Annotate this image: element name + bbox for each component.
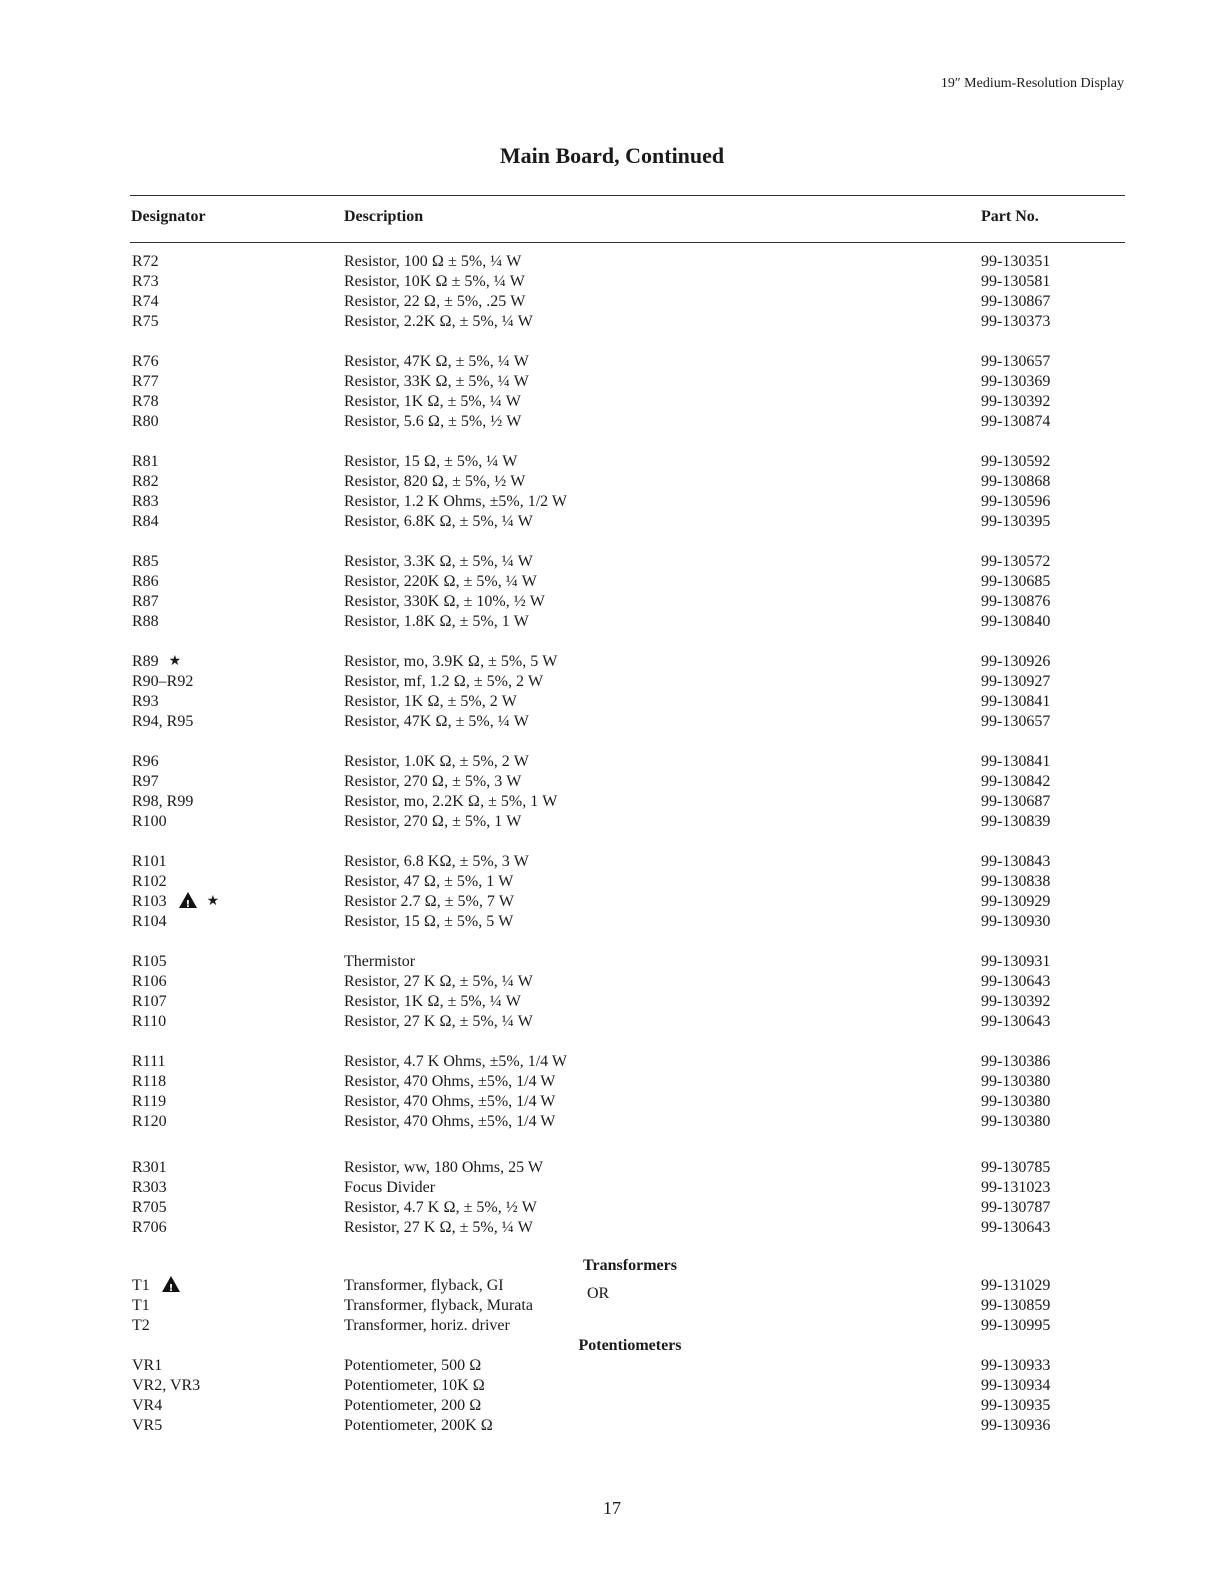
description-cell: Resistor, 100 Ω ± 5%, ¼ W <box>344 253 522 270</box>
part-number-cell: 99-130380 <box>981 1073 1051 1090</box>
designator-text: R74 <box>132 293 159 310</box>
part-number-cell: 99-130572 <box>981 553 1051 570</box>
designator-cell <box>132 512 159 532</box>
part-number-cell: 99-130876 <box>981 593 1051 610</box>
designator-cell <box>132 452 159 472</box>
designator-text: R120 <box>132 1113 167 1130</box>
row-group <box>0 652 1224 732</box>
designator-cell <box>132 1012 166 1032</box>
description-cell: Resistor, mo, 3.9K Ω, ± 5%, 5 W <box>344 653 558 670</box>
designator-text: R98, R99 <box>132 793 194 810</box>
designator-cell <box>132 1276 180 1296</box>
table-row <box>0 1218 1224 1238</box>
page-number: 17 <box>603 1498 621 1518</box>
designator-text: R100 <box>132 813 167 830</box>
description-cell: Resistor, 470 Ohms, ±5%, 1/4 W <box>344 1093 556 1110</box>
part-number-cell: 99-130581 <box>981 273 1051 290</box>
designator-cell <box>132 1416 162 1436</box>
table-row <box>0 492 1224 512</box>
description-cell: Resistor, 47K Ω, ± 5%, ¼ W <box>344 353 529 370</box>
potentiometer-rows <box>0 1356 1224 1436</box>
table-row <box>0 1316 1224 1336</box>
designator-text: R119 <box>132 1093 167 1110</box>
table-row <box>0 792 1224 812</box>
section-heading-transformers <box>583 1256 677 1276</box>
table-row <box>0 512 1224 532</box>
designator-cell <box>132 1296 150 1316</box>
description-cell: Resistor, 4.7 K Ohms, ±5%, 1/4 W <box>344 1053 567 1070</box>
description-cell: Resistor, 1.2 K Ohms, ±5%, 1/2 W <box>344 493 567 510</box>
part-number-cell: 99-130395 <box>981 513 1051 530</box>
table-row <box>0 892 1224 912</box>
part-number-cell: 99-130843 <box>981 853 1051 870</box>
designator-text: T1 <box>132 1297 150 1314</box>
designator-text: R93 <box>132 693 159 710</box>
description-cell: Resistor, 33K Ω, ± 5%, ¼ W <box>344 373 529 390</box>
designator-text: R101 <box>132 853 167 870</box>
table-row <box>0 592 1224 612</box>
part-number-cell: 99-130392 <box>981 993 1051 1010</box>
column-header-designator: Designator <box>131 208 206 225</box>
table-row <box>0 1012 1224 1032</box>
designator-text: R107 <box>132 993 167 1010</box>
part-number-cell: 99-130643 <box>981 1013 1051 1030</box>
part-number-cell: 99-130785 <box>981 1159 1051 1176</box>
table-row <box>0 1416 1224 1436</box>
designator-cell <box>132 592 159 612</box>
running-head: 19″ Medium-Resolution Display <box>940 76 1124 91</box>
designator-text: R94, R95 <box>132 713 194 730</box>
section-heading-text: Potentiometers <box>578 1337 682 1354</box>
table-row <box>0 992 1224 1012</box>
description-cell: Resistor, 6.8 KΩ, ± 5%, 3 W <box>344 853 529 870</box>
designator-text: R96 <box>132 753 159 770</box>
description-cell: Transformer, flyback, Murata <box>344 1297 533 1314</box>
designator-text: VR4 <box>132 1397 163 1414</box>
designator-text: R83 <box>132 493 159 510</box>
table-row <box>0 852 1224 872</box>
part-number-cell: 99-130351 <box>981 253 1051 270</box>
designator-cell <box>132 412 159 432</box>
description-cell: Resistor, mo, 2.2K Ω, ± 5%, 1 W <box>344 793 558 810</box>
table-row <box>0 1396 1224 1416</box>
designator-text: R78 <box>132 393 159 410</box>
description-cell: Resistor, 22 Ω, ± 5%, .25 W <box>344 293 526 310</box>
table-row <box>0 912 1224 932</box>
designator-text: R706 <box>132 1219 167 1236</box>
warning-triangle-icon <box>179 892 197 908</box>
designator-text: R84 <box>132 513 159 530</box>
table-row <box>0 1158 1224 1178</box>
table-row <box>0 1376 1224 1396</box>
part-number-cell: 99-130839 <box>981 813 1051 830</box>
designator-cell <box>132 1112 167 1132</box>
or-note: OR <box>587 1285 610 1302</box>
part-number-cell: 99-130380 <box>981 1113 1051 1130</box>
designator-text: R88 <box>132 613 159 630</box>
page-title: Main Board, Continued <box>499 143 725 168</box>
designator-text: R104 <box>132 913 167 930</box>
part-number-cell: 99-130859 <box>981 1297 1051 1314</box>
designator-cell <box>132 952 167 972</box>
designator-cell <box>132 772 159 792</box>
table-row <box>0 272 1224 292</box>
designator-text: R75 <box>132 313 159 330</box>
column-header-part-no: Part No. <box>981 208 1039 225</box>
part-number-cell: 99-131023 <box>981 1179 1051 1196</box>
row-group <box>0 352 1224 432</box>
part-number-cell: 99-130995 <box>981 1317 1051 1334</box>
transformer-rows <box>0 1276 1224 1336</box>
designator-cell <box>132 872 167 892</box>
parts-list <box>0 252 1224 1436</box>
part-number-cell: 99-130787 <box>981 1199 1051 1216</box>
description-cell: Resistor, 15 Ω, ± 5%, ¼ W <box>344 453 518 470</box>
part-number-cell: 99-130592 <box>981 453 1051 470</box>
description-cell: Resistor, 27 K Ω, ± 5%, ¼ W <box>344 1013 533 1030</box>
description-cell: Transformer, horiz. driver <box>344 1317 510 1334</box>
part-number-cell: 99-130596 <box>981 493 1051 510</box>
description-cell: Resistor, 1K Ω, ± 5%, ¼ W <box>344 993 521 1010</box>
designator-text: VR1 <box>132 1357 163 1374</box>
designator-cell <box>132 1376 200 1396</box>
designator-text: R86 <box>132 573 159 590</box>
table-row <box>0 372 1224 392</box>
designator-text: R87 <box>132 593 159 610</box>
description-cell: Resistor, 47K Ω, ± 5%, ¼ W <box>344 713 529 730</box>
designator-cell <box>132 692 159 712</box>
star-icon: ★ <box>206 894 220 910</box>
description-cell: Resistor, 5.6 Ω, ± 5%, ½ W <box>344 413 522 430</box>
table-row <box>0 572 1224 592</box>
column-header-description: Description <box>344 208 424 225</box>
part-number-cell: 99-130874 <box>981 413 1051 430</box>
designator-cell <box>132 1178 167 1198</box>
designator-text: R118 <box>132 1073 167 1090</box>
table-top-rule <box>130 195 1125 196</box>
designator-cell <box>132 612 159 632</box>
table-row <box>0 712 1224 732</box>
table-row <box>0 552 1224 572</box>
table-row <box>0 872 1224 892</box>
designator-cell <box>132 1396 162 1416</box>
designator-cell <box>132 1356 162 1376</box>
designator-text: R301 <box>132 1159 167 1176</box>
designator-cell <box>132 892 219 912</box>
description-cell: Focus Divider <box>344 1179 436 1196</box>
table-row <box>0 1198 1224 1218</box>
part-number-cell: 99-130657 <box>981 353 1051 370</box>
star-icon: ★ <box>168 654 182 670</box>
table-row <box>0 692 1224 712</box>
part-number-cell: 99-131029 <box>981 1277 1051 1294</box>
description-cell: Resistor, 47 Ω, ± 5%, 1 W <box>344 873 514 890</box>
part-number-cell: 99-130841 <box>981 693 1051 710</box>
designator-text: R89 <box>132 653 159 670</box>
description-cell: Resistor, 220K Ω, ± 5%, ¼ W <box>344 573 537 590</box>
description-cell: Resistor, 27 K Ω, ± 5%, ¼ W <box>344 973 533 990</box>
designator-cell <box>132 292 159 312</box>
part-number-cell: 99-130929 <box>981 893 1051 910</box>
row-group <box>0 852 1224 932</box>
table-row <box>0 1112 1224 1132</box>
part-number-cell: 99-130373 <box>981 313 1051 330</box>
description-cell: Resistor, 330K Ω, ± 10%, ½ W <box>344 593 545 610</box>
part-number-cell: 99-130930 <box>981 913 1051 930</box>
description-cell: Resistor, 820 Ω, ± 5%, ½ W <box>344 473 526 490</box>
row-group <box>0 452 1224 532</box>
description-cell: Potentiometer, 10K Ω <box>344 1377 485 1394</box>
description-cell: Resistor, 1.0K Ω, ± 5%, 2 W <box>344 753 529 770</box>
designator-text: T1 <box>132 1277 150 1294</box>
designator-text: R76 <box>132 353 159 370</box>
designator-text: R105 <box>132 953 167 970</box>
table-row <box>0 312 1224 332</box>
description-cell: Potentiometer, 500 Ω <box>344 1357 482 1374</box>
part-number-cell: 99-130927 <box>981 673 1051 690</box>
description-cell: Resistor, 270 Ω, ± 5%, 1 W <box>344 813 522 830</box>
description-cell: Resistor, 270 Ω, ± 5%, 3 W <box>344 773 522 790</box>
description-cell: Resistor, 2.2K Ω, ± 5%, ¼ W <box>344 313 533 330</box>
row-group <box>0 1158 1224 1238</box>
designator-cell <box>132 992 167 1012</box>
part-number-cell: 99-130657 <box>981 713 1051 730</box>
description-cell: Potentiometer, 200K Ω <box>344 1417 493 1434</box>
row-group <box>0 752 1224 832</box>
description-cell: Resistor, 10K Ω ± 5%, ¼ W <box>344 273 525 290</box>
part-number-cell: 99-130685 <box>981 573 1051 590</box>
designator-text: R73 <box>132 273 159 290</box>
designator-text: T2 <box>132 1317 150 1334</box>
row-group <box>0 952 1224 1032</box>
table-header-rule <box>130 242 1125 243</box>
description-cell: Resistor, 470 Ohms, ±5%, 1/4 W <box>344 1113 556 1130</box>
part-number-cell: 99-130380 <box>981 1093 1051 1110</box>
designator-text: R97 <box>132 773 159 790</box>
designator-text: R111 <box>132 1053 166 1070</box>
designator-cell <box>132 392 159 412</box>
designator-cell <box>132 312 159 332</box>
designator-text: R81 <box>132 453 159 470</box>
designator-text: R102 <box>132 873 167 890</box>
section-heading-potentiometers <box>578 1336 682 1356</box>
designator-cell <box>132 472 159 492</box>
table-row <box>0 412 1224 432</box>
designator-text: VR2, VR3 <box>132 1377 201 1394</box>
designator-text: VR5 <box>132 1417 163 1434</box>
table-row <box>0 612 1224 632</box>
part-number-cell: 99-130868 <box>981 473 1051 490</box>
table-row <box>0 452 1224 472</box>
table-row <box>0 652 1224 672</box>
designator-text: R82 <box>132 473 159 490</box>
part-number-cell: 99-130643 <box>981 1219 1051 1236</box>
description-cell: Resistor, 470 Ohms, ±5%, 1/4 W <box>344 1073 556 1090</box>
section-heading-text: Transformers <box>583 1257 677 1274</box>
part-number-cell: 99-130369 <box>981 373 1051 390</box>
table-row <box>0 392 1224 412</box>
description-cell: Resistor, ww, 180 Ohms, 25 W <box>344 1159 543 1176</box>
row-group <box>0 1052 1224 1132</box>
description-cell: Resistor, 15 Ω, ± 5%, 5 W <box>344 913 514 930</box>
designator-cell <box>132 712 193 732</box>
designator-cell <box>132 1198 167 1218</box>
designator-text: R72 <box>132 253 159 270</box>
table-row <box>0 1092 1224 1112</box>
part-number-cell: 99-130392 <box>981 393 1051 410</box>
table-row <box>0 812 1224 832</box>
designator-cell <box>132 352 159 372</box>
table-row <box>0 352 1224 372</box>
designator-text: R77 <box>132 373 159 390</box>
description-cell: Resistor, mf, 1.2 Ω, ± 5%, 2 W <box>344 673 544 690</box>
part-number-cell: 99-130838 <box>981 873 1051 890</box>
part-number-cell: 99-130841 <box>981 753 1051 770</box>
part-number-cell: 99-130840 <box>981 613 1051 630</box>
row-group <box>0 552 1224 632</box>
description-cell: Thermistor <box>344 953 416 970</box>
designator-cell <box>132 652 181 672</box>
table-row <box>0 1178 1224 1198</box>
part-number-cell: 99-130643 <box>981 973 1051 990</box>
description-cell: Resistor, 27 K Ω, ± 5%, ¼ W <box>344 1219 533 1236</box>
designator-cell <box>132 1316 150 1336</box>
row-group <box>0 252 1224 332</box>
designator-cell <box>132 752 159 772</box>
table-row <box>0 252 1224 272</box>
designator-cell <box>132 572 159 592</box>
designator-cell <box>132 1158 167 1178</box>
part-number-cell: 99-130926 <box>981 653 1051 670</box>
description-cell: Resistor, 1.8K Ω, ± 5%, 1 W <box>344 613 529 630</box>
designator-text: R705 <box>132 1199 167 1216</box>
designator-cell <box>132 1218 167 1238</box>
table-row <box>0 952 1224 972</box>
table-row <box>0 472 1224 492</box>
warning-triangle-icon <box>162 1276 180 1292</box>
table-row <box>0 672 1224 692</box>
table-row <box>0 1356 1224 1376</box>
description-cell: Resistor, 3.3K Ω, ± 5%, ¼ W <box>344 553 533 570</box>
description-cell: Resistor 2.7 Ω, ± 5%, 7 W <box>344 893 514 910</box>
designator-cell <box>132 1092 166 1112</box>
part-number-cell: 99-130687 <box>981 793 1051 810</box>
designator-text: R103 <box>132 893 167 910</box>
designator-cell <box>132 792 193 812</box>
table-row <box>0 772 1224 792</box>
designator-cell <box>132 372 159 392</box>
description-cell: Resistor, 4.7 K Ω, ± 5%, ½ W <box>344 1199 537 1216</box>
description-cell: Transformer, flyback, GI <box>344 1277 504 1294</box>
description-cell: Resistor, 6.8K Ω, ± 5%, ¼ W <box>344 513 533 530</box>
designator-cell <box>132 1052 165 1072</box>
designator-cell <box>132 552 159 572</box>
table-row <box>0 292 1224 312</box>
table-row <box>0 972 1224 992</box>
table-row <box>0 1072 1224 1092</box>
designator-cell <box>132 812 167 832</box>
designator-cell <box>132 912 167 932</box>
designator-text: R80 <box>132 413 159 430</box>
designator-cell <box>132 852 167 872</box>
part-number-cell: 99-130933 <box>981 1357 1051 1374</box>
part-number-cell: 99-130935 <box>981 1397 1051 1414</box>
table-row <box>0 1276 1224 1296</box>
part-number-cell: 99-130842 <box>981 773 1051 790</box>
designator-cell <box>132 972 167 992</box>
designator-cell <box>132 1072 166 1092</box>
designator-text: R303 <box>132 1179 167 1196</box>
part-number-cell: 99-130867 <box>981 293 1051 310</box>
part-number-cell: 99-130936 <box>981 1417 1051 1434</box>
designator-text: R106 <box>132 973 167 990</box>
table-row <box>0 752 1224 772</box>
description-cell: Resistor, 1K Ω, ± 5%, 2 W <box>344 693 517 710</box>
designator-text: R90–R92 <box>132 673 194 690</box>
designator-text: R110 <box>132 1013 167 1030</box>
designator-cell <box>132 492 159 512</box>
part-number-cell: 99-130934 <box>981 1377 1051 1394</box>
table-row <box>0 1296 1224 1316</box>
part-number-cell: 99-130931 <box>981 953 1051 970</box>
description-cell: Potentiometer, 200 Ω <box>344 1397 482 1414</box>
designator-cell <box>132 252 159 272</box>
designator-text: R85 <box>132 553 159 570</box>
designator-cell <box>132 672 193 692</box>
table-row <box>0 1052 1224 1072</box>
part-number-cell: 99-130386 <box>981 1053 1051 1070</box>
designator-cell <box>132 272 159 292</box>
description-cell: Resistor, 1K Ω, ± 5%, ¼ W <box>344 393 521 410</box>
